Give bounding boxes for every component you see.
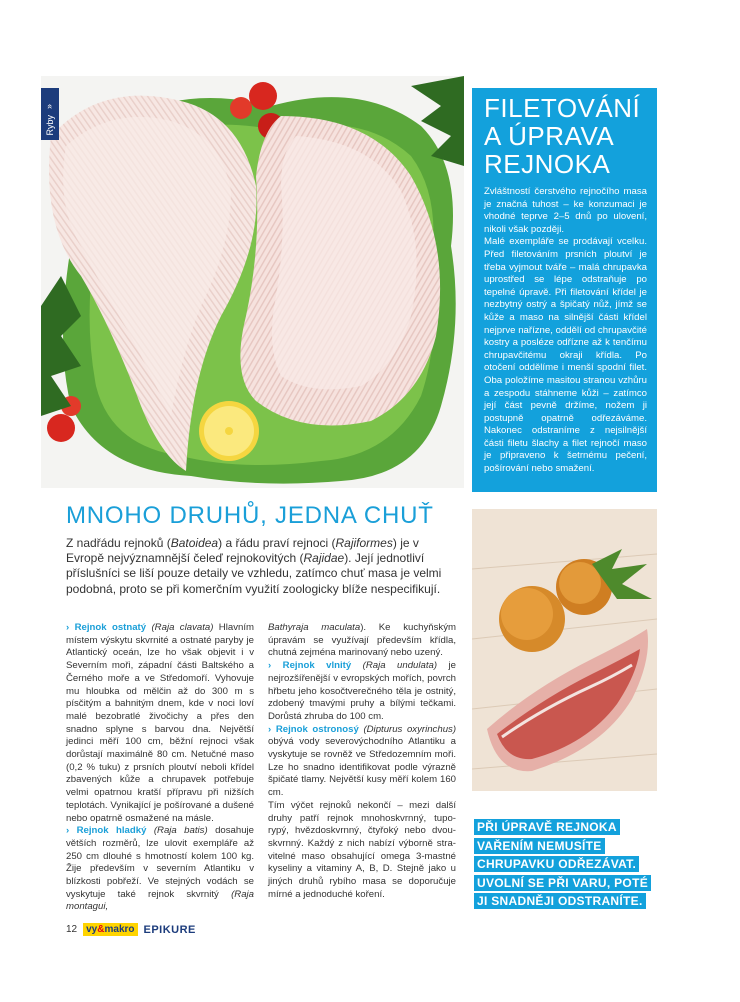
article-intro — [66, 536, 456, 597]
raw-skate-photo — [472, 509, 657, 791]
tip-text: PŘI ÚPRAVĚ REJNOKA VAŘENÍM NEMUSÍTE CHRUPAVKU ODŘEZÁVAT. UVOLNÍ SE PŘI VARU, POTÉ JI SNADNĚJI ODSTRANÍTE. — [474, 819, 651, 909]
intro-latin: Rajidae — [303, 551, 345, 566]
article-column-1 — [66, 622, 254, 914]
skate-fillet-illustration — [41, 76, 464, 488]
section-tab — [41, 88, 59, 140]
raw-skate-illustration — [472, 509, 657, 791]
species-text: ). Ke kuchyňským úpravám se využívají především křídla, chutná zejména marinovaný nebo uzený. — [268, 622, 456, 659]
article-headline: MNOHO DRUHŮ, JEDNA CHUŤ — [66, 502, 434, 529]
logo-text: makro — [104, 924, 135, 935]
closing-paragraph: Tím výčet rejnoků nekončí – mezi další druhy patří rejnok mnohoskvrnný, tupo- rypý, hvězdoskvrnný, čtyřoký nebo dvou- skvrnný. Každý z nich nabízí výborně stra- vitelné maso obsahující omega 3-mastné kyseliny a vitaminy A, B, D. Stejně jako u jiných druhů rybího masa se doporučuje mírné a jednoduché koření. — [268, 799, 456, 900]
logo-text: vy — [86, 924, 98, 935]
article-column-2 — [268, 622, 456, 901]
intro-text: Z nadřádu rejnoků ( — [66, 536, 171, 550]
magazine-name: EPIKURE — [143, 923, 196, 936]
double-chevron-icon: » — [44, 104, 55, 110]
intro-text: ) je v Evropě nejvýznamnější čeleď rejnokovitých ( — [66, 536, 419, 566]
species-text: je nejrozšířenější v evropských mořích, povrch hřbetu jeho kosočtverečného těla je ostnitý, zdobený tmavými pruhy a bílými tečkami. Dorůstá zhruba do 100 cm. — [268, 660, 456, 722]
species-latin: (Dipturus oxyrinchus) — [363, 723, 457, 735]
species-entry — [268, 724, 456, 800]
bullet-icon: › — [268, 660, 272, 672]
sidebar-title-line: REJNOKA — [484, 149, 611, 179]
species-text: dosahuje větších rozměrů, lze ulovit exempláře až 250 cm dlouhé s hmotností kolem 100 kg. Žije především v severním Atlantiku v blízkosti pobřeží. Ve stejných vodách se vyskytuje také rejnok skvrnitý — [66, 825, 255, 900]
species-latin: (Raja undulata) — [362, 660, 438, 672]
species-name: Rejnok hladký — [76, 825, 147, 837]
species-latin: (Raja batis) — [153, 825, 208, 837]
species-entry-continued — [268, 622, 456, 660]
bullet-icon: › — [66, 622, 70, 633]
filleting-sidebar — [472, 88, 657, 492]
logo-text: & — [97, 924, 105, 935]
section-label: Ryby — [45, 115, 55, 136]
intro-text: ) a řádu praví rejnoci ( — [218, 536, 336, 550]
sidebar-title — [484, 94, 647, 178]
intro-latin: Batoidea — [170, 536, 219, 550]
species-name: Rejnok vlnitý — [282, 660, 352, 672]
species-text: obývá vody severovýchodního Atlantiku a vyskytuje se rovněž ve Středozemním moři. Lze ho snadno identifikovat podle výrazně špičaté tlamy. Největší kusy měří kolem 160 cm. — [268, 736, 456, 799]
species-name: Rejnok ostronosý — [275, 723, 359, 735]
species-latin: Bathyraja maculata — [268, 622, 361, 633]
species-entry — [66, 622, 254, 825]
species-entry — [268, 660, 456, 724]
tip-callout — [474, 818, 654, 911]
sidebar-title-line: FILETOVÁNÍ — [484, 93, 641, 123]
intro-text: ). Její jednotliví příslušníci se liší pouze detaily ve vzhledu, zatímco chuť masa je velmi podobná, proto se při komerčním využití zoologicky blíže nespecifikují. — [66, 551, 442, 596]
page-footer — [66, 923, 196, 936]
sidebar-paragraph-1: Zvláštností čerstvého rejnočího masa je značná tuhost – ke konzumaci je vhodné teprve 2–5 dnů po ulovení, nikoli však později. — [484, 186, 647, 235]
species-name: Rejnok ostnatý — [74, 622, 147, 633]
species-text: Hlavním místem výskytu skvrnité a ostnaté paryby je Atlantický oceán, lze ho však objevit i v Severním moři, západní části Baltského a Černého moře a ve Středomoří. Vyhovuje mu hloubka od mělčin až do 300 m s písčitým a bahnitým dnem, kde v noci loví malé bezobratlé živočichy a přes den snadno splyne s barvou dna. Největší jedinci měří 100 cm, běžní rejnoci však dorůstají maximálně 80 cm. Netučné maso (0,2 % tuku) z prsních ploutví neboli křídel zbavených kůže a chrupavek potřebuje velmi opatrnou kratší přípravu při nižších teplotách. Vynikající je pošírované a dušené nebo opatrně osmažené na másle. — [66, 622, 254, 824]
makro-logo — [83, 923, 137, 936]
species-latin: (Raja montagui, — [66, 888, 255, 913]
skate-fillet-photo — [41, 76, 464, 488]
intro-latin: Rajiformes — [335, 536, 393, 550]
species-entry — [66, 825, 254, 914]
page-number: 12 — [66, 924, 78, 935]
species-latin: (Raja clavata) — [151, 622, 214, 633]
bullet-icon: › — [66, 825, 70, 837]
sidebar-paragraph-2: Malé exempláře se prodávají vcelku. Před filetováním prsních ploutví je třeba vyjmout tváře – malá chrupavka uprostřed se lépe odstraňuje po tepelné úpravě. Při filetování křídel je nezbytný ostrý a špičatý nůž, jímž se kůže a maso na silnější části křídel nejprve nařízne, oddělí od chrupavčité kostry a posléze odřízne až k tenčímu chrupavčitému okraji křídla. Po otočení oddělíme i menší spodní filet. Oba položíme masitou stranou vzhůru a zespodu stáhneme kůži – zatímco její část pevně držíme, nožem ji postupně opatrně odřezáváme. Nakonec odstraníme z nejsilnější části filetu šlachy a filet rejnočí maso je připraveno k šetrnému pečení, pošírování nebo smažení. — [484, 236, 647, 475]
sidebar-title-line: A ÚPRAVA — [484, 121, 615, 151]
bullet-icon: › — [268, 723, 272, 735]
